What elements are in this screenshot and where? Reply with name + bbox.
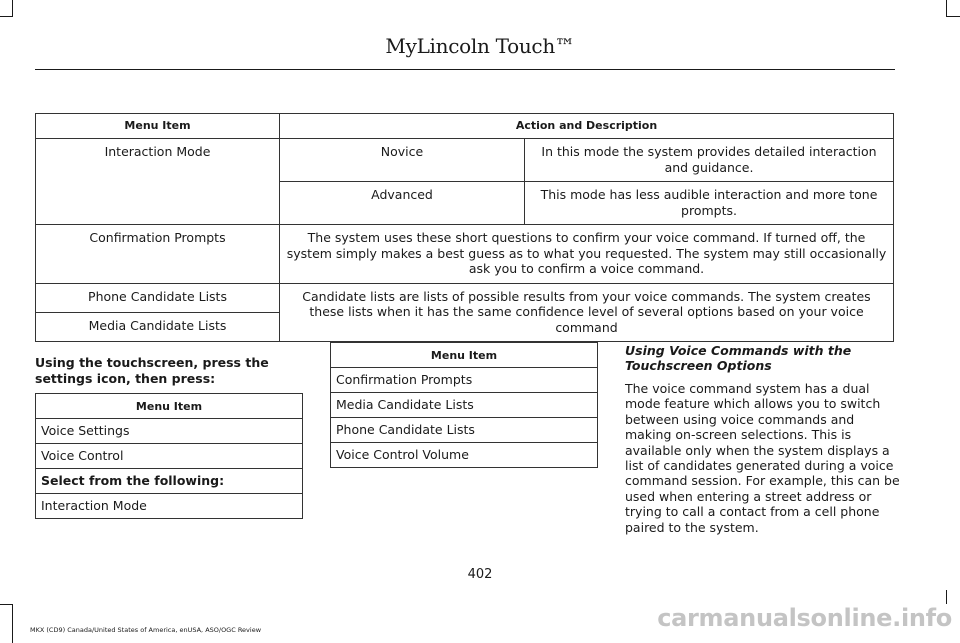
section-body: The voice command system has a dual mode feature which allows you to switch between using voice commands and making on-screen selections. This is available only when the system displays a list of candidates generated during a voice command session. For example, this can be used when entering a street address or trying to call a contact from a cell phone paired to the system. xyxy=(625,381,900,535)
option-advanced: Advanced xyxy=(280,182,525,225)
section-heading: Using Voice Commands with the Touchscreen Options xyxy=(625,343,852,373)
menu-item-voice-control: Voice Control xyxy=(36,444,303,469)
menu-item-interaction-mode: Interaction Mode xyxy=(36,494,303,519)
document-id: MKX (CD9) Canada/United States of America, enUSA, ASO/OGC Review xyxy=(30,626,262,634)
header-divider xyxy=(35,69,895,70)
column-header-menu-item: Menu Item xyxy=(36,114,280,139)
table-row xyxy=(36,283,894,312)
settings-menu-table xyxy=(35,393,303,519)
option-novice: Novice xyxy=(280,139,525,182)
menu-item-interaction-mode: Interaction Mode xyxy=(36,139,280,225)
novice-description: In this mode the system provides detailed interaction and guidance. xyxy=(525,139,894,182)
table-row xyxy=(36,139,894,182)
menu-table-header: Menu Item xyxy=(36,394,303,419)
menu-action-table xyxy=(35,113,894,342)
menu-item-select-following: Select from the following: xyxy=(36,469,303,494)
column-header-action: Action and Description xyxy=(280,114,894,139)
menu-item-voice-control-volume: Voice Control Volume xyxy=(331,443,598,468)
watermark-logo: carmanualsonline.info xyxy=(657,604,952,632)
menu-item-phone-candidate-lists: Phone Candidate Lists xyxy=(36,283,280,312)
candidate-lists-description: Candidate lists are lists of possible results from your voice commands. The system creates these lists when it has the same confidence level of several options based on your voice command xyxy=(280,283,894,342)
table-row xyxy=(36,225,894,284)
menu-item-media-candidate-lists: Media Candidate Lists xyxy=(36,312,280,341)
crop-mark-bottom-left-h xyxy=(0,604,13,605)
menu-table-header: Menu Item xyxy=(331,343,598,368)
crop-mark-bottom-right-v xyxy=(946,590,947,604)
menu-item-confirmation-prompts: Confirmation Prompts xyxy=(36,225,280,284)
crop-mark-top-left-h xyxy=(0,16,13,17)
page-number: 402 xyxy=(467,567,493,582)
crop-mark-top-right-h xyxy=(946,16,960,17)
menu-item-phone-candidate-lists: Phone Candidate Lists xyxy=(331,418,598,443)
menu-item-media-candidate-lists: Media Candidate Lists xyxy=(331,393,598,418)
crop-mark-bottom-left-v xyxy=(12,604,13,643)
menu-item-voice-settings: Voice Settings xyxy=(36,419,303,444)
table-header-row xyxy=(36,114,894,139)
crop-mark-top-right-v xyxy=(946,0,947,16)
page-title: MyLincoln Touch™ xyxy=(385,34,575,58)
crop-mark-top-left-v xyxy=(12,0,13,16)
confirmation-description: The system uses these short questions to confirm your voice command. If turned off, the system simply makes a best guess as to what you requested. The system may still occasionally ask you to confirm a voice command. xyxy=(280,225,894,284)
menu-item-confirmation-prompts: Confirmation Prompts xyxy=(331,368,598,393)
voice-options-table xyxy=(330,342,598,468)
intro-instruction: Using the touchscreen, press the settings icon, then press: xyxy=(35,355,269,386)
advanced-description: This mode has less audible interaction and more tone prompts. xyxy=(525,182,894,225)
